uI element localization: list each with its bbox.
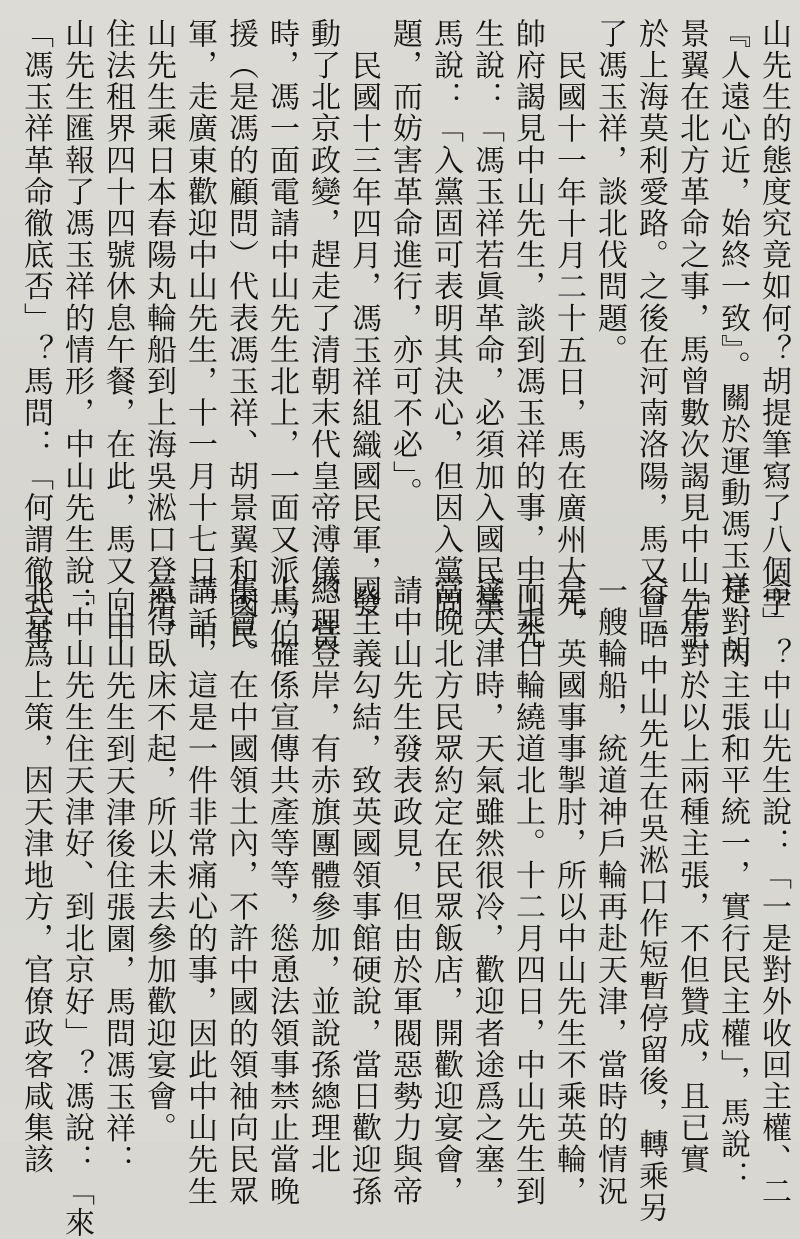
text-column: 「馬對於以上兩種主張，不但贊成，且已實: [674, 575, 709, 1176]
paragraph-start-column: 民國十三年四月，馮玉祥組織國民軍，發: [346, 50, 381, 619]
text-column: 總理登岸，有赤旗團體參加，並說孫總理北: [305, 575, 340, 1176]
text-column: 是對內主張和平統一，實行民主權」，馬說：: [715, 575, 750, 1192]
text-column: 一艘輪船，統道神戶輪再赴天津，當時的情況: [592, 575, 627, 1207]
text-column: 住法租界四十四號休息午餐，在此，馬又向中: [100, 18, 135, 650]
text-column: 北京爲上策，因天津地方，官僚政客咸集該: [18, 575, 53, 1176]
text-column: 於上海莫利愛路。之後在河南洛陽，馬又會晤: [633, 18, 668, 650]
text-column: 景翼在北方革命之事，馬曾數次謁見中山先生: [674, 18, 709, 650]
text-column: 援（是馮的顧問）代表馮玉祥、胡景翼和國民: [223, 18, 258, 650]
text-column: 「中山先生住天津好、到北京好」？馮說：「來: [59, 575, 94, 1239]
text-column: 達天津時，天氣雖然很冷，歡迎者途爲之塞，: [469, 575, 504, 1207]
lower-text-block: [0, 575, 800, 1239]
text-column: 『人遠心近，始終一致』。關於運動馮玉祥、胡: [715, 18, 750, 667]
paragraph-start-column: 中山先生到天津後住張園，馬問馮玉祥：: [100, 607, 135, 1176]
text-column: 行」。中山先生在吳淞口作短暫停留後，轉乘另: [633, 575, 668, 1224]
text-column: 了馮玉祥，談北伐問題。: [592, 18, 627, 366]
text-column: 集會。在中國領土內，不許中國的領袖向民眾: [223, 575, 258, 1207]
text-column: 上，確係宣傳共產等等，慫恿法領事禁止當晚: [264, 575, 299, 1207]
text-column: 時，馮一面電請中山先生北上，一面又派馬伯: [264, 18, 299, 650]
text-column: 氣得臥床不起，所以未去參加歡迎宴會。: [141, 575, 176, 1144]
text-column: 「馮玉祥革命徹底否」？馬問：「何謂徹式革: [18, 18, 53, 650]
text-column: 馬說：「入黨固可表明其決心，但因入黨問: [428, 18, 463, 619]
text-column: 講話，這是一件非常痛心的事，因此中山先生: [182, 575, 217, 1207]
text-column: 山先生的態度究竟如何？胡提筆寫了八個字: [756, 18, 791, 619]
paragraph-start-column: 民國十一年十月二十五日，馬在廣州大元: [551, 50, 586, 619]
text-column: 國主義勾結，致英國領事館硬說，當日歡迎孫: [346, 575, 381, 1207]
text-column: 山先生匯報了馮玉祥的情形，中山先生說：: [59, 18, 94, 619]
text-column: 生說：「馮玉祥若眞革命，必須加入國民黨」，: [469, 18, 504, 667]
text-column: 當晚北方民眾約定在民眾飯店，開歡迎宴會，: [428, 575, 463, 1207]
text-column: 帥府謁見中山先生，談到馮玉祥的事，中山先: [510, 18, 545, 650]
text-column: 題，而妨害革命進行，亦可不必」。: [387, 18, 422, 509]
text-column: 軍，走廣東歡迎中山先生，十一月十七日，中: [182, 18, 217, 650]
upper-text-block: [0, 18, 800, 667]
text-column: 請中山先生發表政見，但由於軍閥惡勢力與帝: [387, 575, 422, 1207]
text-column: 山先生乘日本春陽丸輪船到上海吳淞口登岸，: [141, 18, 176, 650]
text-column: 是，英國事事掣肘，所以中山先生不乘英輪，: [551, 575, 586, 1207]
text-column: 命」？中山先生說：「一是對外收回主權、二: [756, 575, 791, 1207]
text-column: 而乘日輪繞道北上。十二月四日，中山先生到: [510, 575, 545, 1207]
text-column: 動了北京政變，趕走了清朝末代皇帝溥儀，當: [305, 18, 340, 650]
